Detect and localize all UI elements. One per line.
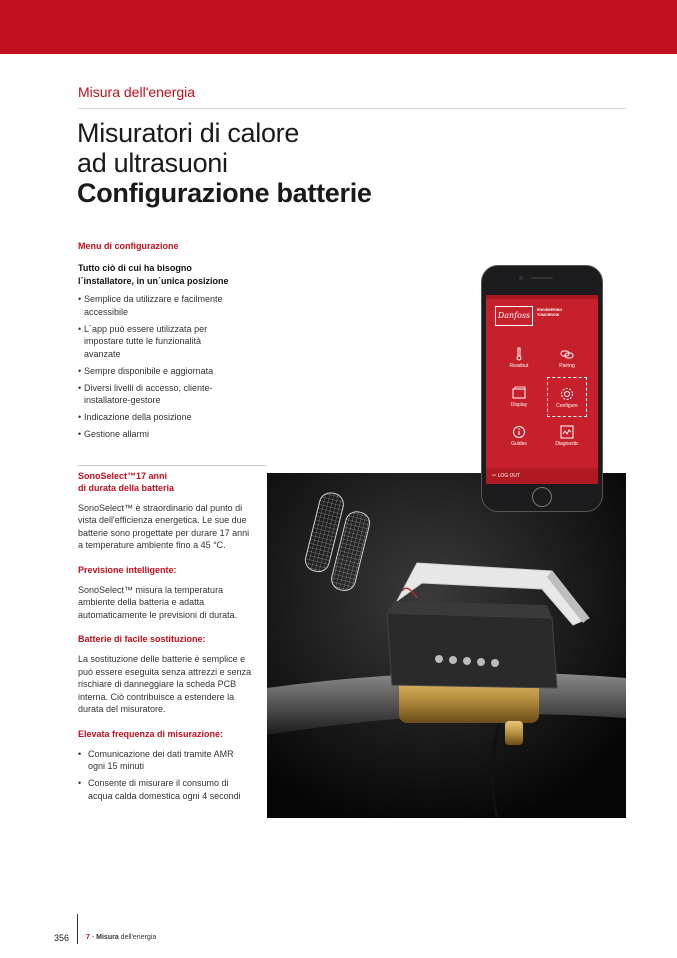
- config-menu-list: [78, 293, 258, 441]
- measurement-freq-list: [78, 748, 258, 803]
- list-item: • Sempre disponibile e aggiornata: [78, 365, 258, 378]
- page-title: [77, 118, 372, 208]
- smart-forecast-text: SonoSelect™ misura la temperatura ambiente della batteria e adatta automaticamente le previsioni di durata.: [78, 584, 238, 620]
- list-item: • Comunicazione dei dati tramite AMR ogni 15 minuti: [78, 748, 238, 773]
- smart-forecast-heading: Previsione intelligente:: [78, 564, 177, 575]
- footer-chapter: 7 - Misura dell'energia: [86, 934, 157, 941]
- heat-meter-photo: [267, 473, 626, 818]
- logout-icon: ⇦: [492, 473, 497, 479]
- battery-life-text: SonoSelect™ è straordinario dal punto di vista dell'efficienza energetica. Le sue due batterie sono progettate per durare 17 anni a temperature ambiente fino a 45 °C.: [78, 502, 250, 551]
- gear-icon: [560, 387, 574, 401]
- page-number: 356: [54, 933, 70, 943]
- list-item: • Indicazione della posizione: [78, 411, 258, 424]
- tile-configure[interactable]: Configure: [547, 377, 587, 417]
- measurement-freq-heading: Elevata frequenza di misurazione:: [78, 728, 224, 739]
- list-item: • Semplice da utilizzare e facilmente accessibile: [78, 293, 238, 318]
- display-icon: [512, 386, 526, 400]
- list-item: • Gestione allarmi: [78, 428, 258, 441]
- battery-life-heading: SonoSelect™17 anni di durata della batteria: [78, 470, 175, 493]
- title-line-2: ad ultrasuoni: [77, 148, 228, 178]
- app-screen: [486, 295, 598, 484]
- tile-guides[interactable]: Guides: [502, 420, 536, 456]
- left-text-column: [78, 240, 258, 807]
- tile-readout[interactable]: Readout: [502, 342, 536, 378]
- list-item: • Consente di misurare il consumo di acqua calda domestica ogni 4 secondi: [78, 777, 250, 802]
- tagline: ENGINEERING TOMORROW: [537, 308, 563, 317]
- header-band: [0, 0, 677, 54]
- section-divider: [78, 108, 626, 109]
- config-menu-subheading: Tutto ciò di cui ha bisogno l´installatore, in un´unica posizione: [78, 263, 229, 286]
- list-item: • L´app può essere utilizzata per impostare tutte le funzionalità avanzate: [78, 323, 228, 361]
- home-button[interactable]: [532, 487, 552, 507]
- tile-display[interactable]: Display: [502, 381, 536, 417]
- info-icon: [512, 425, 526, 439]
- footer-divider: [77, 914, 78, 944]
- link-icon: [560, 347, 574, 361]
- section-title: Misura dell'energia: [78, 84, 196, 100]
- smartphone: [481, 265, 603, 512]
- heat-meter-illustration: [267, 473, 626, 818]
- easy-replacement-heading: Batterie di facile sostituzione:: [78, 634, 206, 645]
- camera-icon: [519, 276, 523, 280]
- easy-replacement-text: La sostituzione delle batterie è semplice e può essere eseguita senza attrezzi e senza rischiare di danneggiare la scheda PCB interna. Ciò contribuisce a estendere la durata del misuratore.: [78, 654, 252, 715]
- list-item: • Diversi livelli di accesso, cliente-installatore-gestore: [78, 382, 218, 407]
- speaker-icon: [531, 277, 553, 279]
- danfoss-logo: Danfoss: [495, 306, 533, 326]
- title-line-3: Configurazione batterie: [77, 178, 372, 208]
- tile-diagnostic[interactable]: Diagnostic: [550, 420, 584, 456]
- thermometer-icon: [513, 347, 525, 361]
- logout-button[interactable]: ⇦ LOG OUT: [486, 468, 598, 484]
- chart-icon: [560, 425, 574, 439]
- column-divider: [78, 465, 266, 466]
- config-menu-heading: Menu di configurazione: [78, 241, 179, 251]
- status-bar: [486, 295, 598, 299]
- tile-pairing[interactable]: Pairing: [550, 342, 584, 378]
- title-line-1: Misuratori di calore: [77, 118, 300, 148]
